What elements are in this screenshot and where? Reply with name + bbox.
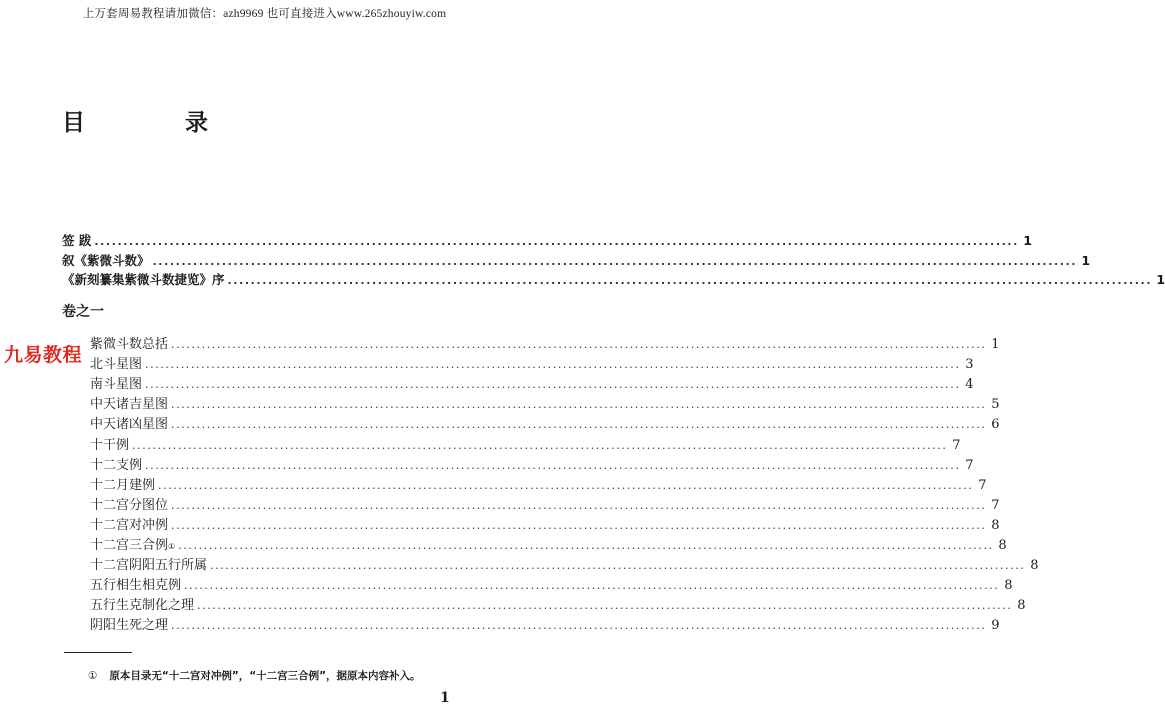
toc-label: 叙《紫微斗数》 (62, 252, 150, 268)
toc-leader-dots: ................................................................................................................................................................ (145, 378, 961, 392)
toc-leader-dots: ................................................................................................................................................................ (132, 438, 948, 452)
toc-page-number: 8 (1030, 558, 1039, 574)
toc-label: 《新刻纂集紫微斗数捷览》序 (62, 272, 225, 287)
toc-row[interactable] (90, 373, 974, 393)
toc-leader-dots: ................................................................................................................................................................ (197, 599, 1013, 613)
toc-label: 十二宫分图位 (90, 497, 169, 513)
toc-leader-dots: ................................................................................................................................................................ (171, 498, 987, 512)
toc-row[interactable] (90, 614, 1000, 634)
toc-label: 南斗星图 (90, 377, 143, 393)
section-heading: 卷之一 (62, 304, 104, 320)
watermark-logo: 九易教程 (4, 340, 82, 367)
toc-label: 五行生克制化之理 (90, 598, 195, 614)
toc-row[interactable] (90, 413, 1000, 433)
footnote (88, 668, 421, 683)
page-number: 1 (440, 690, 450, 706)
toc-row[interactable] (62, 251, 1091, 269)
toc-label: 中天诸凶星图 (90, 417, 169, 433)
toc-leader-dots: ................................................................................................................................................................ (158, 478, 974, 492)
toc-page-number: 8 (998, 538, 1007, 553)
toc-page-number: 5 (991, 397, 1000, 413)
footnote-text: 原本目录无“十二宫对冲例”，“十二宫三合例”，据原本内容补入。 (109, 670, 421, 682)
toc-leader-dots: ................................................................................................................................................................ (152, 254, 1078, 268)
toc-leader-dots: ................................................................................................................................................................ (94, 235, 1019, 248)
toc-label: 阴阳生死之理 (90, 618, 169, 634)
footnote-ref: ① (168, 542, 176, 551)
toc-row[interactable] (90, 534, 1007, 553)
toc-page-number: 3 (965, 357, 974, 373)
toc-label: 十干例 (90, 437, 130, 453)
toc-row[interactable] (90, 494, 1000, 513)
toc-row[interactable] (62, 231, 1032, 249)
toc-label: 五行相生相克例 (90, 578, 182, 594)
toc-page-number: 6 (991, 417, 1000, 433)
toc-row[interactable] (90, 454, 974, 473)
toc-page-number: 1 (1156, 272, 1165, 287)
toc-row[interactable] (90, 574, 1013, 594)
toc-page-number: 7 (965, 457, 974, 473)
page-title: 目 录 (62, 110, 255, 136)
toc-page-number: 8 (1017, 598, 1026, 614)
toc-leader-dots: ................................................................................................................................................................ (178, 539, 994, 552)
toc-row[interactable] (90, 434, 961, 453)
toc-leader-dots: ................................................................................................................................................................ (145, 358, 961, 372)
toc-page-number: 4 (965, 377, 974, 393)
footnote-mark: ① (88, 670, 98, 682)
toc-leader-dots: ................................................................................................................................................................ (227, 274, 1153, 287)
toc-label: 十二支例 (90, 457, 143, 473)
header-banner: 上万套周易教程请加微信：azh9969 也可直接进入www.265zhouyiw.com (82, 8, 447, 20)
toc-page-number: 7 (978, 477, 987, 493)
toc-leader-dots: ................................................................................................................................................................ (171, 418, 987, 432)
toc-label: 北斗星图 (90, 357, 143, 373)
toc-row[interactable] (90, 594, 1026, 614)
toc-page-number: 8 (991, 517, 1000, 533)
toc-leader-dots: ................................................................................................................................................................ (171, 398, 987, 412)
toc-row[interactable] (90, 353, 974, 373)
toc-label: 十二宫对冲例 (90, 517, 169, 533)
footnote-divider (64, 652, 132, 653)
toc-page-number: 1 (991, 337, 1000, 352)
toc-page-number: 9 (991, 618, 1000, 634)
toc-label: 中天诸吉星图 (90, 397, 169, 413)
toc-row[interactable] (90, 514, 1000, 533)
toc-row[interactable] (62, 270, 1165, 288)
toc-leader-dots: ................................................................................................................................................................ (171, 619, 987, 633)
toc-row[interactable] (90, 474, 987, 493)
toc-row[interactable] (90, 333, 1000, 352)
toc-leader-dots: ................................................................................................................................................................ (171, 338, 987, 351)
toc-page-number: 8 (1004, 578, 1013, 594)
toc-label: 十二宫阴阳五行所属 (90, 558, 208, 574)
toc-page-number: 7 (952, 437, 961, 453)
toc-label: 签 跋 (62, 233, 92, 248)
toc-page-number: 1 (1023, 233, 1032, 248)
toc-page-number: 7 (991, 497, 1000, 513)
toc-page-number: 1 (1081, 252, 1091, 268)
toc-leader-dots: ................................................................................................................................................................ (171, 518, 987, 532)
toc-leader-dots: ................................................................................................................................................................ (145, 458, 961, 472)
toc-label: 十二宫三合例 (90, 538, 169, 553)
toc-label: 十二月建例 (90, 477, 156, 493)
toc-leader-dots: ................................................................................................................................................................ (210, 559, 1026, 573)
toc-leader-dots: ................................................................................................................................................................ (184, 579, 1000, 593)
toc-row[interactable] (90, 393, 1000, 413)
toc-label: 紫微斗数总括 (90, 337, 169, 352)
toc-row[interactable] (90, 554, 1039, 574)
